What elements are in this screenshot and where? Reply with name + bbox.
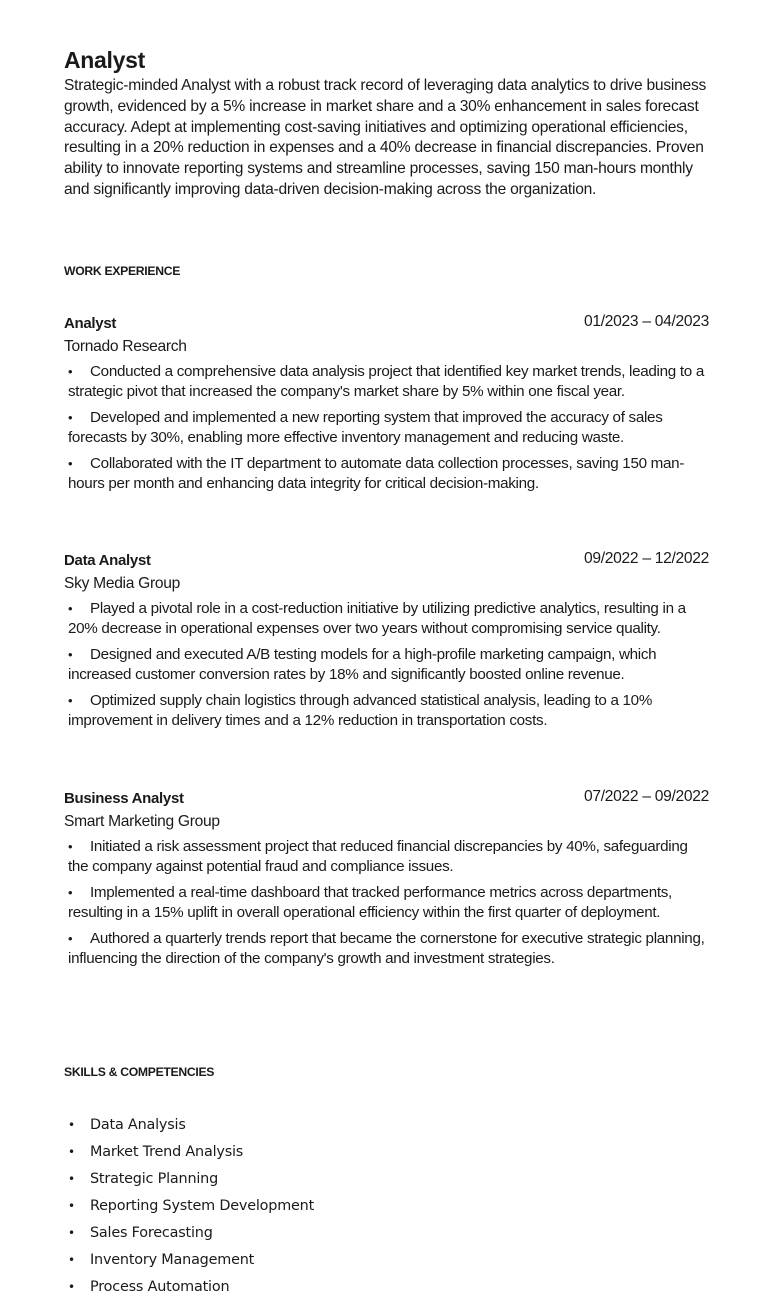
- job-title: Data Analyst: [64, 552, 151, 569]
- bullet-icon: •: [68, 839, 73, 854]
- skill-item: [64, 1220, 314, 1247]
- bullet-text: Designed and executed A/B testing models for a high-profile marketing campaign, which increased customer conversion rates by 18% and significantly boosted online revenue.: [68, 646, 657, 683]
- skill-label: Reporting System Development: [90, 1198, 315, 1214]
- job-dates: 07/2022 – 09/2022: [584, 788, 709, 805]
- skill-label: Data Analysis: [90, 1117, 186, 1133]
- bullet-text: Collaborated with the IT department to automate data collection processes, saving 150 man-hours per month and enhancing data integrity for critical decision-making.: [68, 455, 685, 492]
- bullet-icon: •: [68, 1145, 75, 1159]
- job-bullet: [68, 691, 709, 730]
- bullet-icon: •: [68, 1172, 75, 1186]
- job-bullet: [68, 599, 709, 638]
- skill-item: [64, 1193, 314, 1220]
- resume-title: Analyst: [64, 47, 145, 73]
- company-name: Sky Media Group: [64, 575, 180, 592]
- job-bullet-list: [64, 837, 709, 968]
- bullet-icon: •: [68, 1199, 75, 1213]
- job-header: [64, 550, 709, 572]
- bullet-icon: •: [68, 931, 73, 946]
- job-header: [64, 788, 709, 810]
- bullet-text: Played a pivotal role in a cost-reduction initiative by utilizing predictive analytics, resulting in a 20% decrease in operational expenses over two years without compromising service quality.: [68, 600, 686, 637]
- job-bullet: [68, 837, 709, 876]
- bullet-icon: •: [68, 410, 73, 425]
- skills-heading: SKILLS & COMPETENCIES: [64, 1065, 215, 1079]
- bullet-icon: •: [68, 1118, 75, 1132]
- job-bullet-list: [64, 599, 709, 730]
- company-name: Smart Marketing Group: [64, 813, 220, 830]
- job-bullet: [68, 362, 709, 401]
- bullet-icon: •: [68, 1280, 75, 1294]
- skill-label: Process Automation: [90, 1279, 230, 1295]
- job-bullet: [68, 408, 709, 447]
- bullet-text: Implemented a real-time dashboard that tracked performance metrics across departments, resulting in a 15% uplift in overall operational efficiency within the first quarter of deployment.: [68, 884, 672, 921]
- job-entry: [64, 788, 709, 975]
- skill-label: Strategic Planning: [90, 1171, 219, 1187]
- work-experience-heading: WORK EXPERIENCE: [64, 264, 181, 278]
- bullet-icon: •: [68, 364, 73, 379]
- skill-label: Sales Forecasting: [90, 1225, 213, 1241]
- skill-item: [64, 1112, 314, 1139]
- job-entry: [64, 550, 709, 737]
- skill-item: [64, 1166, 314, 1193]
- job-header: [64, 313, 709, 335]
- skill-item: [64, 1247, 314, 1274]
- job-dates: 01/2023 – 04/2023: [584, 313, 709, 330]
- job-title: Analyst: [64, 315, 117, 332]
- skill-item: [64, 1274, 314, 1301]
- job-bullet: [68, 929, 709, 968]
- skills-list: [64, 1112, 314, 1301]
- bullet-icon: •: [68, 885, 73, 900]
- bullet-text: Conducted a comprehensive data analysis project that identified key market trends, leading to a strategic pivot that increased the company's market share by 5% within one fiscal year.: [68, 363, 704, 400]
- bullet-icon: •: [68, 693, 73, 708]
- skill-item: [64, 1139, 314, 1166]
- job-bullet-list: [64, 362, 709, 493]
- bullet-icon: •: [68, 1226, 75, 1240]
- company-name: Tornado Research: [64, 338, 187, 355]
- professional-summary: Strategic-minded Analyst with a robust track record of leveraging data analytics to drive business growth, evidenced by a 5% increase in market share and a 30% enhancement in sales forecast accuracy. Adept at implementing cost-saving initiatives and optimizing operational efficiencies, resulting in a 20% reduction in expenses and a 40% decrease in financial discrepancies. Proven ability to innovate reporting systems and streamline processes, saving 150 man-hours monthly and significantly improving data-driven decision-making across the organization.: [64, 77, 707, 198]
- skill-label: Market Trend Analysis: [90, 1144, 244, 1160]
- bullet-icon: •: [68, 601, 73, 616]
- job-title: Business Analyst: [64, 790, 184, 807]
- skill-label: Inventory Management: [90, 1252, 255, 1268]
- bullet-text: Initiated a risk assessment project that reduced financial discrepancies by 40%, safeguarding the company against potential fraud and compliance issues.: [68, 838, 688, 875]
- bullet-icon: •: [68, 647, 73, 662]
- bullet-text: Authored a quarterly trends report that became the cornerstone for executive strategic planning, influencing the direction of the company's growth and investment strategies.: [68, 930, 705, 967]
- bullet-text: Developed and implemented a new reporting system that improved the accuracy of sales forecasts by 30%, enabling more effective inventory management and reducing waste.: [68, 409, 663, 446]
- job-entry: [64, 313, 709, 500]
- job-bullet: [68, 883, 709, 922]
- job-bullet: [68, 645, 709, 684]
- job-dates: 09/2022 – 12/2022: [584, 550, 709, 567]
- bullet-icon: •: [68, 1253, 75, 1267]
- bullet-text: Optimized supply chain logistics through advanced statistical analysis, leading to a 10% improvement in delivery times and a 12% reduction in transportation costs.: [68, 692, 653, 729]
- job-bullet: [68, 454, 709, 493]
- bullet-icon: •: [68, 456, 73, 471]
